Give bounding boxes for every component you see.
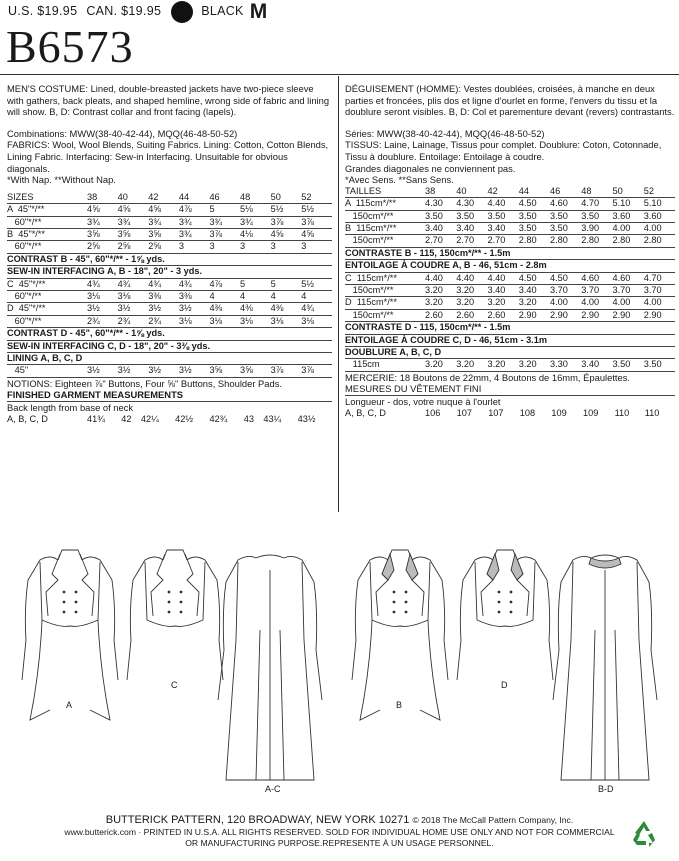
table-cell: 4.60 [581,272,612,284]
table-cell: 4.70 [644,272,675,284]
table-cell: 2¾ [148,315,179,327]
color-swatch-icon [171,1,193,23]
row-label: 150cm*/** [345,210,425,222]
size-header: 42 [148,192,179,204]
table-cell: 5.10 [644,198,675,210]
size-header: 52 [644,186,675,198]
table-cell: 3 [301,241,332,253]
table-cell: 3⅞ [301,216,332,228]
table-cell: 4.00 [644,222,675,234]
table-cell: 4.00 [644,297,675,309]
table-cell: 3 [179,241,210,253]
yardage-table-en [7,192,332,378]
table-cell: 2.80 [550,235,581,247]
size-header: 52 [301,192,332,204]
table-cell: 4.30 [456,198,487,210]
size-header: 42 [488,186,519,198]
table-cell: 2¾ [87,315,118,327]
back-length-en: Back length from base of neck [7,402,134,414]
table-cell: 3⅜ [148,291,179,303]
measurement-cell: 107 [456,407,472,418]
yardage-table-fr [345,186,675,372]
table-cell: 4¾ [179,278,210,290]
size-header: 50 [613,186,644,198]
mesures-title-fr: MESURES DU VÊTEMENT FINI [345,383,675,396]
table-cell: 3.50 [613,359,644,371]
table-cell: 3½ [148,303,179,315]
table-cell: 4 [301,291,332,303]
table-cell: 3.20 [425,359,456,371]
table-cell: 4⅝ [271,228,302,240]
table-cell: 4¾ [87,278,118,290]
table-cell: 4.00 [550,297,581,309]
table-cell: 3.20 [456,359,487,371]
table-cell: 4.40 [456,272,487,284]
table-cell: 4 [271,291,302,303]
table-cell: 2.80 [644,235,675,247]
measurement-cell: 110 [644,407,660,418]
table-cell: 3.50 [456,210,487,222]
size-header: 40 [118,192,149,204]
table-cell: 3.70 [581,285,612,297]
view-d-drawing [457,550,553,680]
column-divider [338,76,339,512]
table-cell: 4⅝ [148,204,179,216]
table-cell: 4¾ [148,278,179,290]
table-cell: 4⅛ [240,228,271,240]
row-label: D 45"*/** [7,303,87,315]
table-cell: 5½ [301,204,332,216]
table-cell: 3⅛ [209,315,240,327]
table-cell: 3½ [87,365,118,377]
table-cell: 3¾ [148,216,179,228]
table-cell: 4.40 [425,272,456,284]
table-cell: 3⅞ [301,365,332,377]
footer-line1: PRINTED IN U.S.A. ALL RIGHTS RESERVED. SOLD FOR INDIVIDUAL HOME USE ONLY AND NOT FOR COMMERCIAL [143,827,615,837]
footer-copyright: © 2018 The McCall Pattern Company, Inc. [412,815,574,825]
row-label: B 115cm*/** [345,222,425,234]
table-cell: 2⅝ [148,241,179,253]
table-cell: 3⅛ [179,315,210,327]
us-price: U.S. $19.95 [8,4,78,19]
table-cell: 3.20 [488,297,519,309]
table-cell: 3⅝ [240,365,271,377]
table-cell: 4.00 [581,297,612,309]
table-cell: 3½ [87,303,118,315]
measurement-cell: 110 [614,407,630,418]
measurement-cell: 42¼ [140,413,159,424]
row-label: B 45"*/** [7,228,87,240]
row-label: 45" [7,365,87,377]
measurement-cell: 107 [488,407,504,418]
size-header: 48 [581,186,612,198]
table-cell: 3.50 [425,210,456,222]
table-cell: 3.20 [425,297,456,309]
table-cell: 3 [271,241,302,253]
table-cell: 3 [240,241,271,253]
table-cell: 2.70 [425,235,456,247]
table-cell: 5 [240,278,271,290]
table-cell: 3⅛ [87,291,118,303]
table-cell: 3½ [118,303,149,315]
table-cell: 5½ [301,278,332,290]
table-cell: 3.40 [456,222,487,234]
mercerie-fr: MERCERIE: 18 Boutons de 22mm, 4 Boutons de 16mm, Épaulettes. [345,371,631,383]
measurement-cell: 43½ [297,413,316,424]
table-cell: 4⅞ [179,204,210,216]
tailles-label: TAILLES [345,186,425,198]
table-cell: 3.50 [581,210,612,222]
row-label: 60"*/** [7,241,87,253]
description-fr: DÉGUISEMENT (HOMME): Vestes doublées, croisées, à manche en deux parties et froncées, plis dos et ligne d'ourlet en forme, l'envers du tissu et la doublure seront visibles. B, D: Col et parementure devant (revers) contrastants. [345,83,675,118]
table-cell: 3 [209,241,240,253]
table-cell: 3.20 [519,359,550,371]
row-label: 115cm [345,359,425,371]
measurement-cell: 42½ [175,413,194,424]
table-cell: 4.60 [613,272,644,284]
finished-title-en: FINISHED GARMENT MEASUREMENTS [7,389,332,402]
table-cell: 4⅝ [301,228,332,240]
measurement-cell: 41¾ [87,413,105,424]
size-header: 46 [209,192,240,204]
section-row: ENTOILAGE À COUDRE C, D - 46, 51cm - 3.1m [345,334,675,346]
fabrics-en: FABRICS: Wool, Wool Blends, Suiting Fabrics. Lining: Cotton, Cotton Blends, Lining Fabric. Interfacing: Sew-in Interfacing. Unsuitable for obvious diagonals. [7,139,329,174]
section-row: CONTRAST B - 45", 60"*/** - 1⅝ yds. [7,253,332,265]
table-cell: 3½ [118,365,149,377]
label-b: B [396,700,403,710]
view-ac-back-drawing [218,555,322,780]
table-cell: 2.70 [456,235,487,247]
table-cell: 2.80 [613,235,644,247]
table-cell: 3¾ [240,216,271,228]
label-bd: B-D [598,784,614,794]
table-cell: 4.00 [613,222,644,234]
table-cell: 3⅝ [118,228,149,240]
row-label: C 45"*/** [7,278,87,290]
price-bar [8,2,268,22]
table-cell: 4.50 [550,272,581,284]
table-cell: 5⅛ [240,204,271,216]
table-cell: 4¾ [118,278,149,290]
table-cell: 3.70 [644,285,675,297]
table-cell: 3.20 [488,359,519,371]
section-row: SEW-IN INTERFACING C, D - 18", 20" - 3⅜ yds. [7,340,332,352]
table-cell: 3.40 [581,359,612,371]
table-cell: 2¾ [118,315,149,327]
label-d: D [501,680,508,690]
table-cell: 4.70 [581,198,612,210]
section-row: SEW-IN INTERFACING A, B - 18", 20" - 3 yds. [7,266,332,278]
table-cell: 2.90 [550,309,581,321]
description-en: MEN'S COSTUME: Lined, double-breasted jackets have two-piece sleeve with gathers, back pleats, and shaped hemline, wrong side of fabric and lining will show. B, D: Contrast collar and front facing (lapels). [7,83,330,118]
row-label: 150cm*/** [345,285,425,297]
table-cell: 4.00 [613,297,644,309]
table-cell: 3.40 [488,285,519,297]
label-c: C [171,680,178,690]
view-b-drawing [352,550,448,720]
table-cell: 3.20 [456,297,487,309]
size-header: 44 [179,192,210,204]
color-label: BLACK [201,4,244,19]
row-label: 60"*/** [7,216,87,228]
table-cell: 3½ [148,365,179,377]
section-row: CONTRAST D - 45", 60"*/** - 1⅝ yds. [7,328,332,340]
table-cell: 4 [240,291,271,303]
table-cell: 4⅞ [209,278,240,290]
measurement-cell: 106 [425,407,441,418]
row-label: 60"*/** [7,291,87,303]
table-cell: 4.50 [519,198,550,210]
table-cell: 4 [209,291,240,303]
recycle-icon [628,818,660,850]
table-cell: 2.60 [488,309,519,321]
size-header: 38 [87,192,118,204]
divider [0,74,679,75]
table-cell: 4.50 [519,272,550,284]
row-label: 60"*/** [7,315,87,327]
table-cell: 5 [271,278,302,290]
table-cell: 3⅝ [87,228,118,240]
table-cell: 3⅛ [240,315,271,327]
table-cell: 5½ [271,204,302,216]
row-label: 150cm*/** [345,235,425,247]
footer-line2: OR MANUFACTURING PURPOSE.REPRESENTE À UN USAGE PERSONNEL. [185,838,494,848]
footer-address: BUTTERICK PATTERN, 120 BROADWAY, NEW YORK 10271 [105,814,410,826]
table-cell: 2.80 [519,235,550,247]
table-cell: 2.90 [581,309,612,321]
table-cell: 3⅞ [271,365,302,377]
size-header: 38 [425,186,456,198]
table-cell: 3⅛ [118,291,149,303]
table-cell: 3.60 [644,210,675,222]
table-cell: 3.90 [581,222,612,234]
nap-fr: *Avec Sens. **Sans Sens. [345,174,454,186]
table-cell: 5 [209,204,240,216]
table-cell: 3.70 [550,285,581,297]
table-cell: 3.50 [519,222,550,234]
section-row: CONTRASTE D - 115, 150cm*/** - 1.5m [345,322,675,334]
combinations-en: Combinations: MWW(38-40-42-44), MQQ(46-48-50-52) [7,127,238,139]
row-label: A 115cm*/** [345,198,425,210]
row-label: D 115cm*/** [345,297,425,309]
row-label: A 45"*/** [7,204,87,216]
french-column [345,83,675,419]
measurement-cell: 42 [121,413,132,424]
pattern-number: B6573 [6,21,134,72]
label-a: A [66,700,73,710]
table-cell: 2⅝ [87,241,118,253]
measurement-cell: 43 [243,413,254,424]
table-cell: 5.10 [613,198,644,210]
abcd-en: A, B, C, D [7,413,48,424]
section-row: DOUBLURE A, B, C, D [345,347,675,359]
table-cell: 3.70 [613,285,644,297]
table-cell: 3.20 [425,285,456,297]
size-header: 48 [240,192,271,204]
table-cell: 3.20 [519,297,550,309]
table-cell: 3¾ [179,216,210,228]
table-cell: 3.40 [488,222,519,234]
table-cell: 3½ [179,365,210,377]
table-cell: 4⅝ [118,204,149,216]
table-cell: 3¾ [118,216,149,228]
tissus-fr: TISSUS: Laine, Lainage, Tissus pour complet. Doublure: Coton, Cotonnade, Tissu à doublure. Entoilage: Entoilage à coudre. [345,139,662,162]
footer-website[interactable]: www.butterick.com [64,827,136,837]
table-cell: 3.60 [613,210,644,222]
table-cell: 3⅝ [209,365,240,377]
section-row: ENTOILAGE À COUDRE A, B - 46, 51cm - 2.8m [345,260,675,272]
measurement-cell: 109 [551,407,567,418]
sizes-label: SIZES [7,192,87,204]
table-cell: 3¾ [87,216,118,228]
view-c-drawing [127,550,223,680]
table-cell: 3¾ [179,228,210,240]
table-cell: 4.60 [550,198,581,210]
series-fr: Séries: MWW(38-40-42-44), MQQ(46-48-50-52) [345,127,545,139]
table-cell: 3.40 [519,285,550,297]
nap-en: *With Nap. **Without Nap. [7,174,116,186]
longueur-fr: Longueur - dos, votre nuque à l'ourlet [345,396,501,408]
table-cell: 2.90 [519,309,550,321]
table-cell: 4⅜ [271,303,302,315]
table-cell: 4.40 [488,198,519,210]
table-cell: 3⅛ [271,315,302,327]
size-header: 44 [519,186,550,198]
table-cell: 3.40 [425,222,456,234]
label-ac: A-C [265,784,281,794]
table-cell: 4⅜ [240,303,271,315]
table-cell: 3.20 [456,285,487,297]
footer: BUTTERICK PATTERN, 120 BROADWAY, NEW YORK 10271 © 2018 The McCall Pattern Company, Inc. www.butterick.com · PRINTED IN U.S.A. ALL RIGHTS RESERVED. SOLD FOR INDIVIDUAL HOME USE ONLY AND NOT FOR COMMERCIAL OR MANUFACTURING PURPOSE.REPRESENTE À UN USAGE PERSONNEL. [0,814,679,849]
measurement-cell: 42¾ [209,413,228,424]
table-cell: 3⅜ [179,291,210,303]
notions-en: NOTIONS: Eighteen ⅞" Buttons, Four ⅝" Buttons, Shoulder Pads. [7,377,283,389]
table-cell: 3.50 [644,359,675,371]
table-cell: 4¾ [301,303,332,315]
table-cell: 3.50 [550,210,581,222]
table-cell: 2.90 [613,309,644,321]
english-column [7,83,332,425]
size-header: 40 [456,186,487,198]
diag-fr: Grandes diagonales ne conviennent pas. [345,162,516,174]
table-cell: 3⅞ [209,228,240,240]
size-header: 46 [550,186,581,198]
measurement-cell: 43¼ [263,413,282,424]
view-a-drawing [22,550,118,720]
technical-drawings [0,540,679,810]
row-label: 150cm*/** [345,309,425,321]
measurement-cell: 109 [582,407,599,418]
table-cell: 2.90 [644,309,675,321]
table-cell: 3.50 [488,210,519,222]
length-table-fr [345,408,675,419]
table-cell: 4.30 [425,198,456,210]
table-cell: 3⅝ [148,228,179,240]
size-letter: M [249,0,268,24]
table-cell: 3.50 [550,222,581,234]
table-cell: 2⅝ [118,241,149,253]
measurement-cell: 108 [519,407,536,418]
table-cell: 3⅞ [271,216,302,228]
table-cell: 2.60 [456,309,487,321]
section-row: LINING A, B, C, D [7,353,332,365]
abcd-fr: A, B, C, D [345,407,386,418]
table-cell: 2.60 [425,309,456,321]
back-length-table-en [7,414,332,425]
can-price: CAN. $19.95 [86,4,162,19]
table-cell: 2.80 [581,235,612,247]
row-label: C 115cm*/** [345,272,425,284]
section-row: CONTRASTE B - 115, 150cm*/** - 1.5m [345,247,675,259]
view-bd-back-drawing [553,555,657,780]
table-cell: 3.50 [519,210,550,222]
table-cell: 3.30 [550,359,581,371]
table-cell: 3¾ [209,216,240,228]
size-header: 50 [271,192,302,204]
table-cell: 4⅝ [87,204,118,216]
table-cell: 3½ [179,303,210,315]
table-cell: 4⅜ [209,303,240,315]
table-cell: 2.70 [488,235,519,247]
table-cell: 3⅛ [301,315,332,327]
table-cell: 4.40 [488,272,519,284]
